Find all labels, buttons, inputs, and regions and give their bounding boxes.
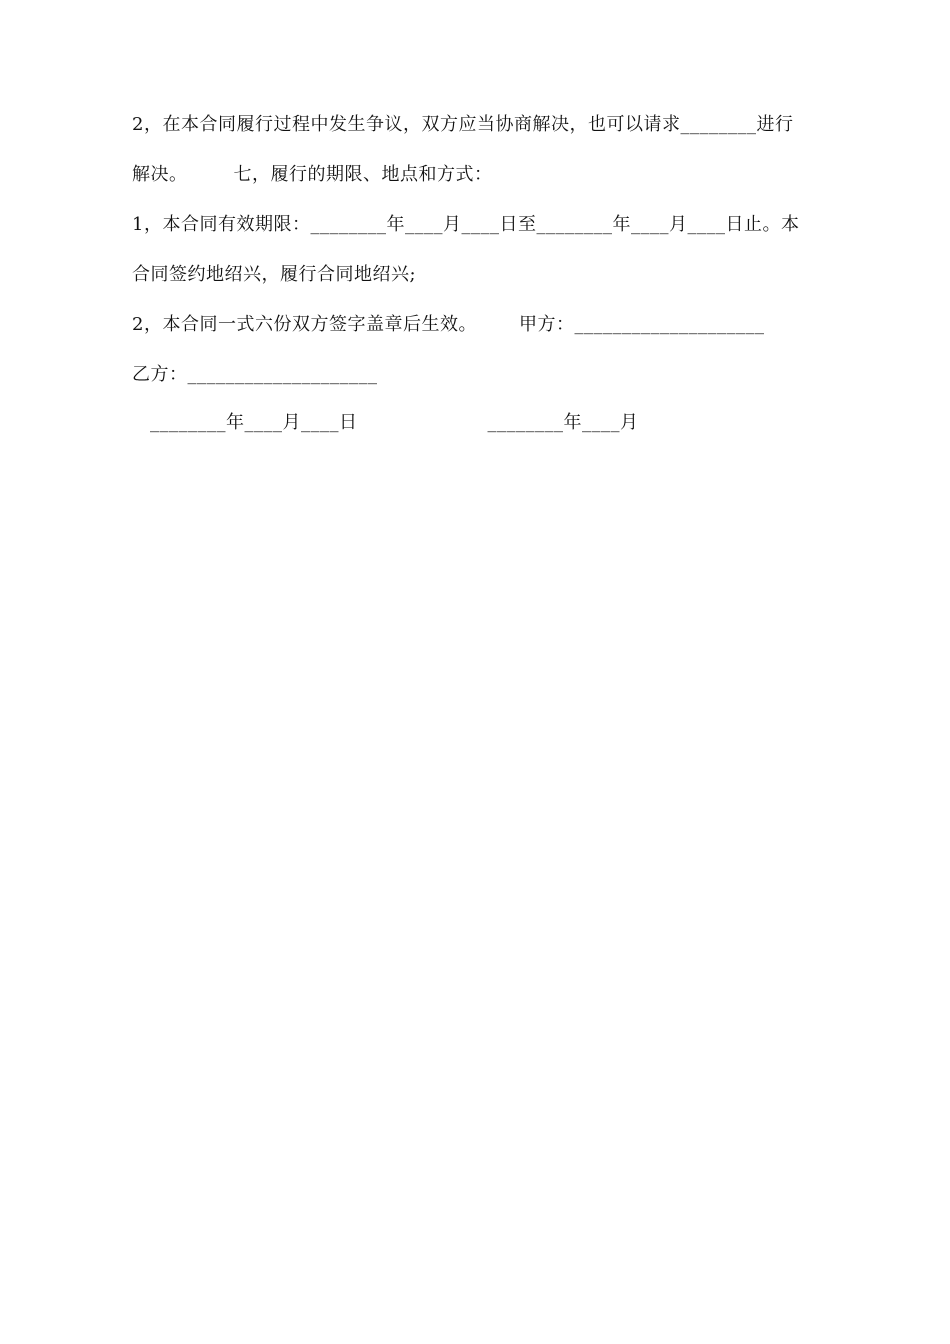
validity-period-line-1: 1，本合同有效期限：________年____月____日至________年____月____日止。本 xyxy=(132,214,800,235)
dispute-clause-line-2 xyxy=(132,163,493,187)
dispute-clause-line-1: 2，在本合同履行过程中发生争议，双方应当协商解决，也可以请求________进行 xyxy=(132,114,794,135)
section-seven-heading: 七，履行的期限、地点和方式： xyxy=(233,164,493,185)
dispute-clause-end: 解决。 xyxy=(132,164,188,185)
party-b-signature: 乙方：____________________ xyxy=(132,364,378,385)
copies-clause: 2，本合同一式六份双方签字盖章后生效。 xyxy=(132,314,477,335)
copies-clause-line xyxy=(132,313,764,337)
signature-dates-line xyxy=(150,411,639,435)
party-a-date: ________年____月____日 xyxy=(150,412,358,433)
party-b-date: ________年____月 xyxy=(487,412,639,433)
party-a-signature: 甲方：____________________ xyxy=(518,314,765,335)
validity-period-line-2: 合同签约地绍兴，履行合同地绍兴; xyxy=(132,264,417,285)
